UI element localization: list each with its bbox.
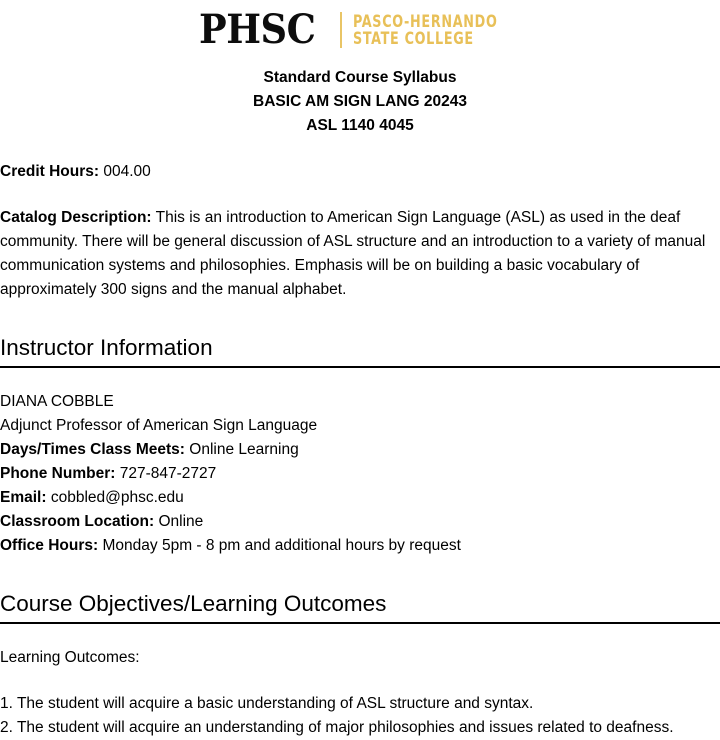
credit-hours-value-text: 004.00 [103,163,151,180]
days-times-value: Online Learning [189,441,299,458]
office-hours-line [0,534,720,558]
classroom-location-label: Classroom Location: [0,513,155,530]
catalog-description-text: This is an introduction to American Sign Language (ASL) as used in the deaf community. There will be general discussion of ASL structure and an introduction to a variety of manual communication systems and philosophies. Emphasis will be on building a basic vocabulary of approximately 300 signs and the manual alphabet. [0,209,706,298]
page-title: Standard Course Syllabus [263,69,457,86]
college-name [353,13,497,47]
spacer [0,184,720,206]
credit-hours-label: Credit Hours: [0,163,100,180]
days-times-label: Days/Times Class Meets: [0,441,185,458]
logo-lockup [199,6,521,53]
instructor-information-block [0,390,720,558]
classroom-location-value: Online [158,513,204,530]
catalog-description [0,206,720,302]
phone-number-label: Phone Number: [0,465,116,482]
instructor-information-heading: Instructor Information [0,334,720,368]
classroom-location-line [0,510,720,534]
learning-outcomes-subheading: Learning Outcomes: [0,649,140,666]
instructor-name: DIANA COBBLE [0,393,114,410]
spacer [0,558,720,590]
logo-divider [340,12,342,48]
college-logo [0,0,720,52]
college-name-line1: PASCO-HERNANDO [352,12,498,31]
learning-outcome-item: 1. The student will acquire a basic understanding of ASL structure and syntax. [0,695,534,712]
days-times-line [0,438,720,462]
email-line [0,486,720,510]
email-value: cobbled@phsc.edu [50,489,184,506]
instructor-title: Adjunct Professor of American Sign Language [0,417,318,434]
spacer [0,624,720,646]
email-label: Email: [0,489,47,506]
spacer [0,302,720,334]
course-objectives-heading: Course Objectives/Learning Outcomes [0,590,720,624]
spacer [0,368,720,390]
phsc-wordmark: PHSC [199,6,316,53]
spacer [0,138,720,160]
catalog-description-label: Catalog Description: [0,209,152,226]
course-code: ASL 1140 4045 [306,117,414,134]
learning-outcome-item: 2. The student will acquire an understanding of major philosophies and issues related to deafness. [0,719,674,736]
document-title-block [0,66,720,138]
spacer [0,670,720,692]
office-hours-value: Monday 5pm - 8 pm and additional hours by request [102,537,461,554]
course-name: BASIC AM SIGN LANG 20243 [253,93,467,110]
phone-number-value: 727-847-2727 [119,465,217,482]
phone-number-line [0,462,720,486]
office-hours-label: Office Hours: [0,537,99,554]
credit-hours-line [0,160,720,184]
college-name-line2: STATE COLLEGE [352,29,474,48]
